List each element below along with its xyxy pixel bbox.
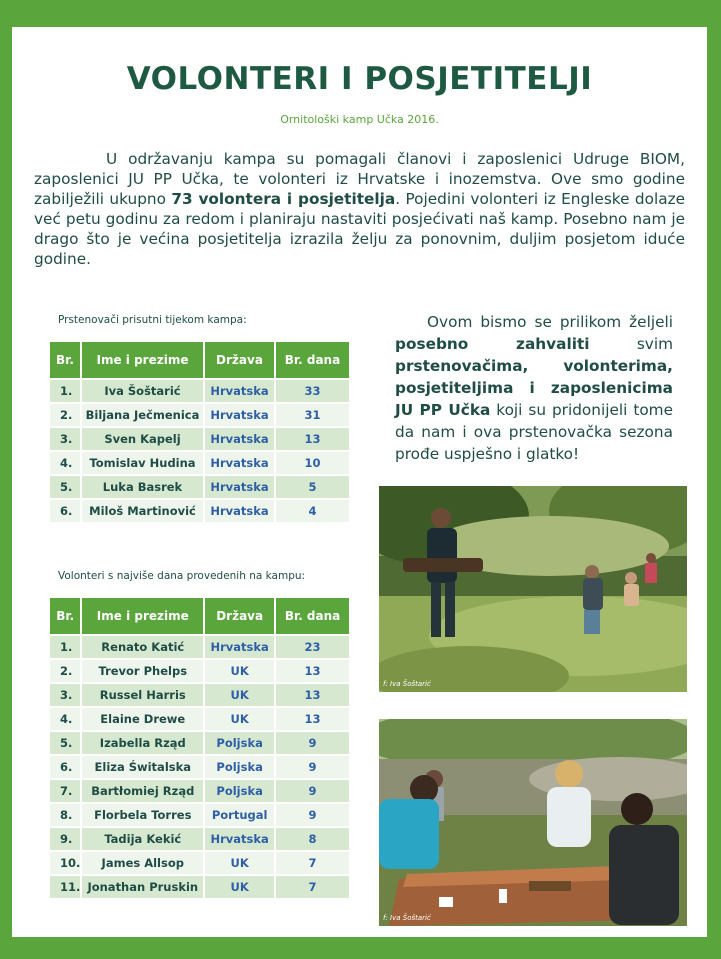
cell-name: Luka Basrek [82,476,203,498]
cell-br: 1. [50,380,80,402]
table-row [50,828,349,850]
cell-name: Iva Šoštarić [82,380,203,402]
cell-country: UK [205,876,274,898]
table-row [50,404,349,426]
cell-name: Tomislav Hudina [82,452,203,474]
cell-days: 23 [276,636,349,658]
intro-paragraph [34,149,685,269]
cell-country: UK [205,684,274,706]
photo-group-at-table [379,719,687,926]
cell-days: 9 [276,780,349,802]
table-row [50,428,349,450]
cell-br: 6. [50,756,80,778]
table-header-row [50,598,349,634]
photo1-credit: f: Iva Šoštarić [383,680,431,688]
cell-name: James Allsop [82,852,203,874]
photo-volunteers-carrying-wood [379,486,687,692]
cell-name: Izabella Rząd [82,732,203,754]
cell-name: Biljana Ječmenica [82,404,203,426]
cell-days: 13 [276,660,349,682]
table-row [50,476,349,498]
cell-country: UK [205,708,274,730]
cell-days: 5 [276,476,349,498]
header-br: Br. [50,342,80,378]
cell-br: 9. [50,828,80,850]
cell-br: 5. [50,732,80,754]
volunteers-table [48,596,351,900]
table-row [50,708,349,730]
header-name: Ime i prezime [82,342,203,378]
cell-br: 3. [50,428,80,450]
table-row [50,500,349,522]
cell-name: Elaine Drewe [82,708,203,730]
page [12,27,707,937]
cell-days: 4 [276,500,349,522]
cell-br: 10. [50,852,80,874]
table-row [50,380,349,402]
thanks-paragraph [395,311,673,465]
cell-days: 8 [276,828,349,850]
cell-br: 2. [50,660,80,682]
table-row [50,660,349,682]
table-row [50,780,349,802]
table-row [50,852,349,874]
cell-name: Trevor Phelps [82,660,203,682]
ringers-table [48,340,351,524]
cell-days: 7 [276,852,349,874]
header-country: Država [205,342,274,378]
table2-label: Volonteri s najviše dana provedenih na kampu: [58,570,306,582]
cell-country: Portugal [205,804,274,826]
table-row [50,876,349,898]
cell-name: Russel Harris [82,684,203,706]
cell-name: Florbela Torres [82,804,203,826]
cell-country: Hrvatska [205,428,274,450]
cell-country: Hrvatska [205,828,274,850]
table-row [50,756,349,778]
header-days: Br. dana [276,342,349,378]
cell-br: 4. [50,708,80,730]
table-header-row [50,342,349,378]
table-row [50,684,349,706]
cell-country: Hrvatska [205,380,274,402]
thanks-text-part3: koji su pridonijeli tome da nam i ova prstenovačka sezona prođe uspješno i glatko! [395,401,673,463]
header-name: Ime i prezime [82,598,203,634]
intro-text-part1: U održavanju kampa su pomagali članovi i zaposlenici Udruge BIOM, zaposlenici JU PP Učka, te volonteri iz Hrvatske i inozemstva. Ove smo godine zabilježili ukupno [34,150,685,208]
cell-name: Bartłomiej Rząd [82,780,203,802]
cell-name: Tadija Kekić [82,828,203,850]
cell-country: Poljska [205,756,274,778]
cell-name: Jonathan Pruskin [82,876,203,898]
table-row [50,636,349,658]
cell-country: UK [205,852,274,874]
cell-country: Hrvatska [205,500,274,522]
page-subtitle: Ornitološki kamp Učka 2016. [280,113,439,126]
cell-br: 1. [50,636,80,658]
cell-br: 11. [50,876,80,898]
table-row [50,804,349,826]
cell-br: 5. [50,476,80,498]
cell-days: 9 [276,732,349,754]
cell-br: 2. [50,404,80,426]
intro-text-part2: . Pojedini volonteri iz Engleske dolaze već petu godinu za redom i planiraju nastaviti posjećivati naš kamp. Posebno nam je drago što je većina posjetitelja izrazila želju za ponovnim, duljim posjetom iduće godine. [34,190,686,268]
photo2-credit: f: Iva Šoštarić [383,914,431,922]
cell-br: 4. [50,452,80,474]
cell-country: UK [205,660,274,682]
page-title: VOLONTERI I POSJETITELJI [126,61,593,97]
table-row [50,452,349,474]
cell-country: Hrvatska [205,404,274,426]
header-country: Država [205,598,274,634]
table1-label: Prstenovači prisutni tijekom kampa: [58,314,247,326]
header-days: Br. dana [276,598,349,634]
header-br: Br. [50,598,80,634]
cell-days: 13 [276,684,349,706]
cell-br: 3. [50,684,80,706]
thanks-text-part2: svim [589,335,673,353]
cell-country: Poljska [205,780,274,802]
thanks-bold-2: prstenovačima, volonterima, posjetiteljima i zaposlenicima JU PP Učka [395,357,673,419]
cell-name: Renato Katić [82,636,203,658]
intro-highlight: 73 volontera i posjetitelja [171,190,396,208]
table-row [50,732,349,754]
cell-br: 7. [50,780,80,802]
cell-days: 31 [276,404,349,426]
cell-name: Miloš Martinović [82,500,203,522]
cell-name: Sven Kapelj [82,428,203,450]
cell-country: Hrvatska [205,476,274,498]
cell-country: Hrvatska [205,636,274,658]
thanks-bold-1: posebno zahvaliti [395,335,590,353]
cell-days: 13 [276,428,349,450]
cell-br: 6. [50,500,80,522]
thanks-text-part1: Ovom bismo se prilikom željeli [427,313,673,331]
cell-days: 9 [276,804,349,826]
cell-days: 33 [276,380,349,402]
cell-name: Eliza Świtalska [82,756,203,778]
cell-days: 13 [276,708,349,730]
cell-country: Hrvatska [205,452,274,474]
cell-country: Poljska [205,732,274,754]
cell-days: 10 [276,452,349,474]
cell-days: 9 [276,756,349,778]
cell-days: 7 [276,876,349,898]
cell-br: 8. [50,804,80,826]
